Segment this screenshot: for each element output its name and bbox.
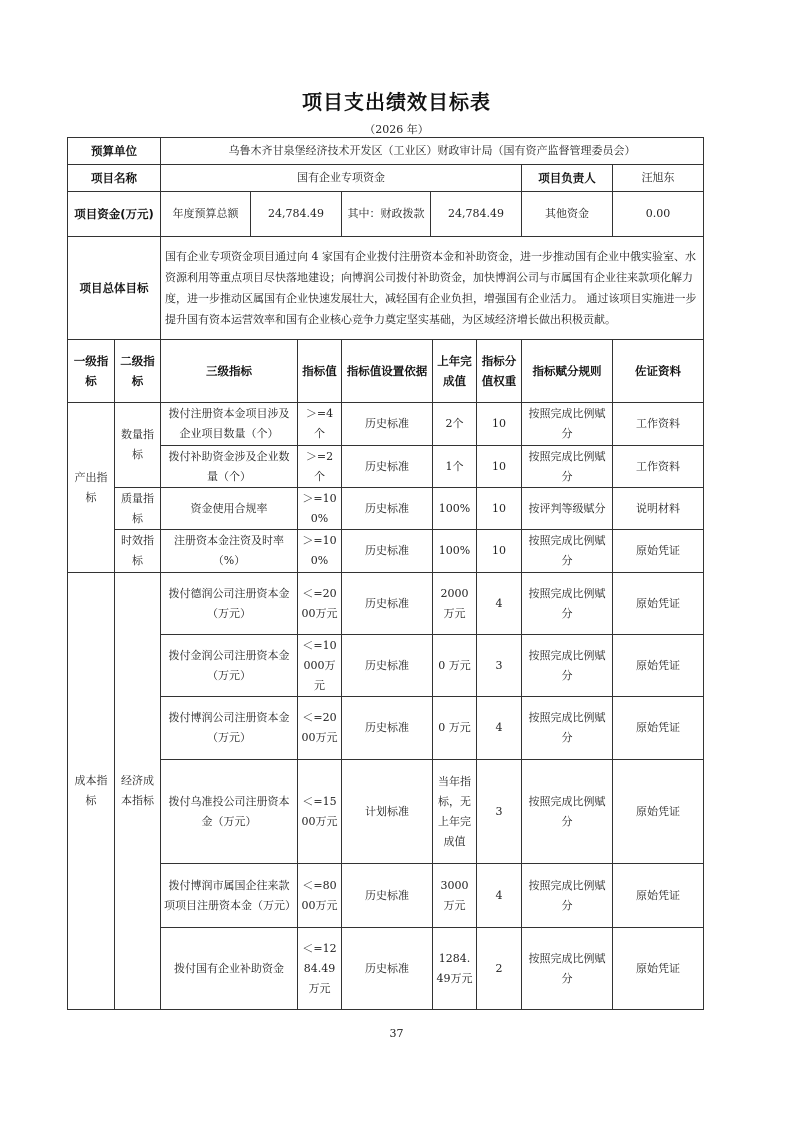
indicator-evidence: 原始凭证	[613, 697, 704, 760]
indicator-weight: 10	[477, 488, 522, 530]
table-row	[68, 697, 704, 760]
indicator-name: 拨付国有企业补助资金	[161, 928, 298, 1010]
indicator-last: 1284.49万元	[433, 928, 477, 1010]
other-funds-value: 0.00	[613, 192, 704, 237]
indicator-value: ＜=2000万元	[298, 573, 342, 635]
indicator-last: 当年指标，无上年完成值	[433, 760, 477, 864]
budget-unit-label: 预算单位	[68, 138, 161, 165]
indicator-table	[67, 339, 704, 1010]
indicator-rule: 按照完成比例赋分	[522, 864, 613, 928]
indicator-last: 100%	[433, 488, 477, 530]
project-info-table	[67, 137, 704, 340]
indicator-weight: 10	[477, 446, 522, 488]
indicator-evidence: 原始凭证	[613, 573, 704, 635]
indicator-weight: 3	[477, 760, 522, 864]
indicator-weight: 3	[477, 635, 522, 697]
header-basis: 指标值设置依据	[342, 340, 433, 403]
indicator-name: 拨付金润公司注册资本金（万元）	[161, 635, 298, 697]
indicator-rule: 按照完成比例赋分	[522, 446, 613, 488]
indicator-name: 注册资本金注资及时率（%）	[161, 530, 298, 573]
header-level3: 三级指标	[161, 340, 298, 403]
indicator-basis: 历史标准	[342, 697, 433, 760]
indicator-weight: 4	[477, 573, 522, 635]
table-row	[68, 573, 704, 635]
indicator-last: 0 万元	[433, 635, 477, 697]
indicator-rule: 按照完成比例赋分	[522, 635, 613, 697]
header-rule: 指标赋分规则	[522, 340, 613, 403]
table-row	[68, 488, 704, 530]
table-row	[68, 928, 704, 1010]
indicator-evidence: 原始凭证	[613, 928, 704, 1010]
fiscal-value: 24,784.49	[431, 192, 522, 237]
indicator-last: 3000万元	[433, 864, 477, 928]
indicator-basis: 计划标准	[342, 760, 433, 864]
indicator-rule: 按照完成比例赋分	[522, 760, 613, 864]
funds-label: 项目资金(万元)	[68, 192, 161, 237]
header-row	[68, 340, 704, 403]
indicator-basis: 历史标准	[342, 928, 433, 1010]
indicator-last: 2000万元	[433, 573, 477, 635]
group-economic-cost: 经济成本指标	[115, 573, 161, 1010]
project-name-label: 项目名称	[68, 165, 161, 192]
indicator-rule: 按照完成比例赋分	[522, 530, 613, 573]
owner-value: 汪旭东	[613, 165, 704, 192]
indicator-last: 0 万元	[433, 697, 477, 760]
indicator-basis: 历史标准	[342, 864, 433, 928]
table-row	[68, 446, 704, 488]
indicator-value: ＞=2个	[298, 446, 342, 488]
indicator-evidence: 原始凭证	[613, 530, 704, 573]
indicator-evidence: 原始凭证	[613, 864, 704, 928]
indicator-value: ＜=8000万元	[298, 864, 342, 928]
indicator-last: 2个	[433, 403, 477, 446]
indicator-weight: 2	[477, 928, 522, 1010]
table-row	[68, 530, 704, 573]
indicator-last: 100%	[433, 530, 477, 573]
other-funds-label: 其他资金	[522, 192, 613, 237]
indicator-weight: 10	[477, 530, 522, 573]
project-name-row	[68, 165, 704, 192]
year-subtitle: （2026 年）	[364, 123, 429, 136]
indicator-rule: 按照完成比例赋分	[522, 697, 613, 760]
indicator-value: ＜=2000万元	[298, 697, 342, 760]
indicator-weight: 10	[477, 403, 522, 446]
table-row	[68, 760, 704, 864]
group-timeliness: 时效指标	[115, 530, 161, 573]
indicator-basis: 历史标准	[342, 446, 433, 488]
indicator-value: ＞=4个	[298, 403, 342, 446]
indicator-value: ＜=1284.49万元	[298, 928, 342, 1010]
indicator-rule: 按评判等级赋分	[522, 488, 613, 530]
indicator-name: 资金使用合规率	[161, 488, 298, 530]
indicator-name: 拨付补助资金涉及企业数量（个）	[161, 446, 298, 488]
project-name-value: 国有企业专项资金	[161, 165, 522, 192]
header-level1: 一级指标	[68, 340, 115, 403]
indicator-rule: 按照完成比例赋分	[522, 573, 613, 635]
indicator-basis: 历史标准	[342, 530, 433, 573]
goal-text: 国有企业专项资金项目通过向 4 家国有企业拨付注册资本金和补助资金，进一步推动国有企业中俄实验室、水资源利用等重点项目尽快落地建设；向博润公司拨付补助资金，加快博润公司与市属国有企业往来款项化解力度，进一步推动区属国有企业快速发展壮大，减轻国有企业负担，增强国有企业活力。 通过该项目实施进一步提升国有资本运营效率和国有企业核心竞争力奠定坚实基础，为区域经济增长做出积极贡献。	[161, 237, 704, 340]
goal-row	[68, 237, 704, 340]
budget-unit-row	[68, 138, 704, 165]
indicator-evidence: 原始凭证	[613, 635, 704, 697]
page-title: 项目支出绩效目标表	[302, 90, 491, 114]
indicator-rule: 按照完成比例赋分	[522, 403, 613, 446]
indicator-weight: 4	[477, 864, 522, 928]
table-row	[68, 403, 704, 446]
indicator-value: ＞=100%	[298, 530, 342, 573]
indicator-name: 拨付德润公司注册资本金（万元）	[161, 573, 298, 635]
fiscal-label: 其中：财政拨款	[342, 192, 431, 237]
owner-label: 项目负责人	[522, 165, 613, 192]
page-number: 37	[389, 1027, 404, 1040]
indicator-basis: 历史标准	[342, 488, 433, 530]
header-last-year: 上年完成值	[433, 340, 477, 403]
indicator-basis: 历史标准	[342, 573, 433, 635]
annual-total-value: 24,784.49	[251, 192, 342, 237]
group-cost: 成本指标	[68, 573, 115, 1010]
indicator-name: 拨付博润公司注册资本金（万元）	[161, 697, 298, 760]
funds-row	[68, 192, 704, 237]
indicator-value: ＜=10000万元	[298, 635, 342, 697]
header-evidence: 佐证资料	[613, 340, 704, 403]
indicator-evidence: 说明材料	[613, 488, 704, 530]
indicator-basis: 历史标准	[342, 635, 433, 697]
indicator-value: ＜=1500万元	[298, 760, 342, 864]
header-level2: 二级指标	[115, 340, 161, 403]
indicator-evidence: 工作资料	[613, 446, 704, 488]
indicator-name: 拨付注册资本金项目涉及企业项目数量（个）	[161, 403, 298, 446]
goal-label: 项目总体目标	[68, 237, 161, 340]
group-quantity: 数量指标	[115, 403, 161, 488]
indicator-name: 拨付乌准投公司注册资本金（万元）	[161, 760, 298, 864]
table-row	[68, 864, 704, 928]
header-weight: 指标分值权重	[477, 340, 522, 403]
header-value: 指标值	[298, 340, 342, 403]
indicator-name: 拨付博润市属国企往来款项项目注册资本金（万元）	[161, 864, 298, 928]
table-row	[68, 635, 704, 697]
annual-total-label: 年度预算总额	[161, 192, 251, 237]
group-output: 产出指标	[68, 403, 115, 573]
indicator-evidence: 工作资料	[613, 403, 704, 446]
indicator-last: 1个	[433, 446, 477, 488]
budget-unit-value: 乌鲁木齐甘泉堡经济技术开发区（工业区）财政审计局（国有资产监督管理委员会）	[161, 138, 704, 165]
indicator-value: ＞=100%	[298, 488, 342, 530]
indicator-weight: 4	[477, 697, 522, 760]
indicator-rule: 按照完成比例赋分	[522, 928, 613, 1010]
indicator-basis: 历史标准	[342, 403, 433, 446]
group-quality: 质量指标	[115, 488, 161, 530]
indicator-evidence: 原始凭证	[613, 760, 704, 864]
